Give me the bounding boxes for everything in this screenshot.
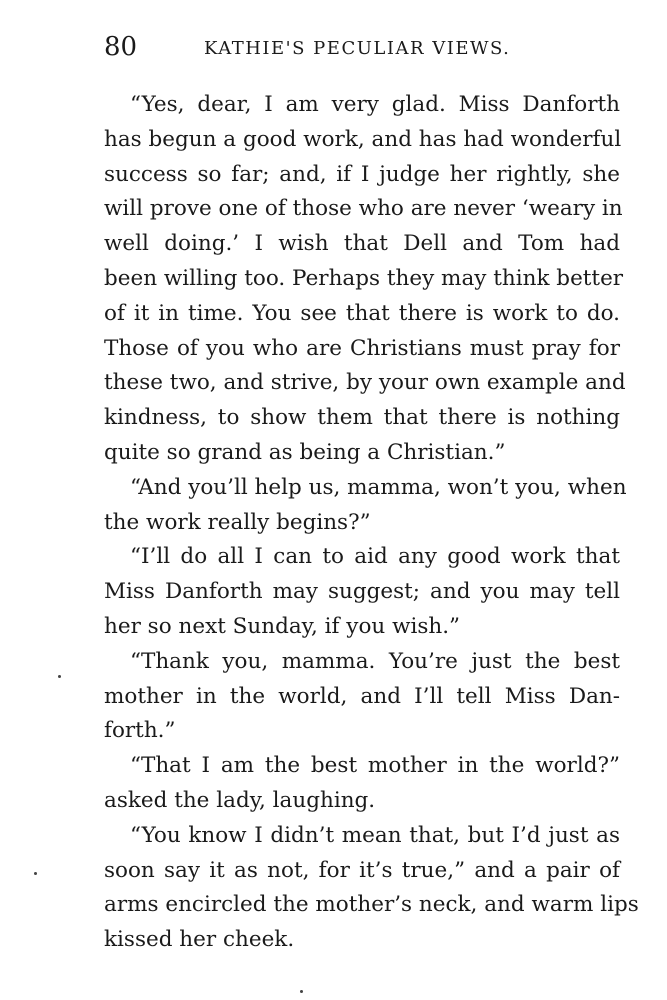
paragraph-3 [104,540,620,644]
text-line: these two, and strive, by your own example and [104,370,626,396]
paragraph-2 [104,471,627,541]
text-line: “You know I didn’t mean that, but I’d just as [130,822,620,848]
text-line: been willing too. Perhaps they may think better [104,265,624,291]
page-header [104,30,620,64]
text-line: arms encircled the mother’s neck, and warm lips [104,892,639,918]
text-line: “I’ll do all I can to aid any good work that [130,544,620,570]
text-line: “Thank you, mamma. You’re just the best [130,648,620,674]
text-line: “And you’ll help us, mamma, won’t you, when [130,474,627,500]
text-line: of it in time. You see that there is work to do. [104,300,620,326]
paragraph-4 [104,645,620,749]
text-line: well doing.’ I wish that Dell and Tom had [104,231,620,257]
text-line: Those of you who are Christians must pray for [104,335,620,361]
page-number: 80 [104,32,138,62]
paragraph-6 [104,819,639,958]
text-line: kindness, to show them that there is nothing [104,405,620,431]
text-line: her so next Sunday, if you wish.” [104,613,461,639]
text-line: Miss Danforth may suggest; and you may tell [104,579,620,605]
paragraph-5 [104,749,620,819]
text-line: asked the lady, laughing. [104,787,376,813]
text-line: “Yes, dear, I am very glad. Miss Danforth [130,92,620,117]
text-line: kissed her cheek. [104,927,295,953]
print-speck [300,990,303,993]
print-speck [58,675,61,678]
text-line: “That I am the best mother in the world?” [130,753,620,779]
text-line: will prove one of those who are never ‘weary in [104,196,623,222]
text-line: success so far; and, if I judge her rightly, she [104,161,620,187]
text-line: the work really begins?” [104,509,371,535]
body-text [104,88,639,958]
running-title: KATHIE'S PECULIAR VIEWS. [204,38,511,59]
print-speck [34,872,37,875]
paragraph-1 [104,88,626,471]
text-line: quite so grand as being a Christian.” [104,439,506,465]
text-line: mother in the world, and I’ll tell Miss Dan- [104,683,620,709]
text-line: soon say it as not, for it’s true,” and a pair of [104,857,620,883]
text-line: has begun a good work, and has had wonderful [104,126,622,152]
text-line: forth.” [104,718,176,744]
